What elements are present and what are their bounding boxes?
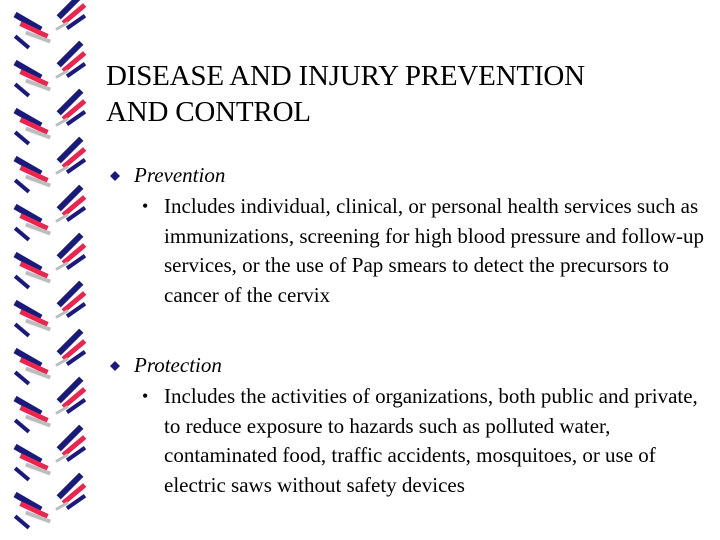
swirl-stroke <box>15 324 29 336</box>
swirl-stroke <box>15 36 29 48</box>
swirl-stroke <box>15 84 29 96</box>
section-heading: Protection <box>134 353 222 377</box>
swirl-stroke <box>15 228 29 240</box>
sub-bullet-text: Includes individual, clinical, or personal health services such as immunizations, screening for high blood pressure and follow-up services, or the use of Pap smears to detect the precursors to cancer of the cervix <box>164 194 705 307</box>
section-protection <box>110 352 710 500</box>
dot-bullet-icon: • <box>142 386 149 406</box>
slide-title <box>106 58 696 130</box>
swirl-stroke <box>15 132 29 144</box>
swirl-stroke <box>56 263 68 270</box>
bullet-row <box>110 352 710 378</box>
swirl-stroke <box>56 215 68 222</box>
swirl-stroke <box>56 311 68 318</box>
swirl-stroke <box>15 468 29 480</box>
swirl-stroke <box>56 359 68 366</box>
swirl-decoration <box>0 0 100 540</box>
swirl-stroke <box>15 276 29 288</box>
swirl-stroke <box>15 516 29 528</box>
sub-bullet <box>142 382 709 500</box>
swirl-stroke <box>56 455 68 462</box>
sub-bullet <box>142 192 709 310</box>
diamond-bullet-icon <box>110 171 120 181</box>
sub-bullet-text: Includes the activities of organizations, both public and private, to reduce exposure to hazards such as polluted water, contaminated food, traffic accidents, mosquitoes, or use of electric saws without safety devices <box>164 384 698 497</box>
swirl-stroke <box>56 71 68 78</box>
swirl-stroke <box>56 23 68 30</box>
swirl-stroke <box>56 503 68 510</box>
swirl-stroke <box>56 167 68 174</box>
section-prevention <box>110 162 710 310</box>
bullet-row <box>110 162 710 188</box>
dot-bullet-icon: • <box>142 196 149 216</box>
swirl-stroke <box>15 180 29 192</box>
swirl-stroke <box>56 407 68 414</box>
section-heading: Prevention <box>134 163 226 187</box>
swirl-stroke <box>15 372 29 384</box>
slide-title-line-2: AND CONTROL <box>106 96 311 128</box>
slide-title-line-1: DISEASE AND INJURY PREVENTION <box>106 60 585 92</box>
swirl-stroke <box>56 119 68 126</box>
diamond-bullet-icon <box>110 361 120 371</box>
swirl-stroke <box>15 420 29 432</box>
